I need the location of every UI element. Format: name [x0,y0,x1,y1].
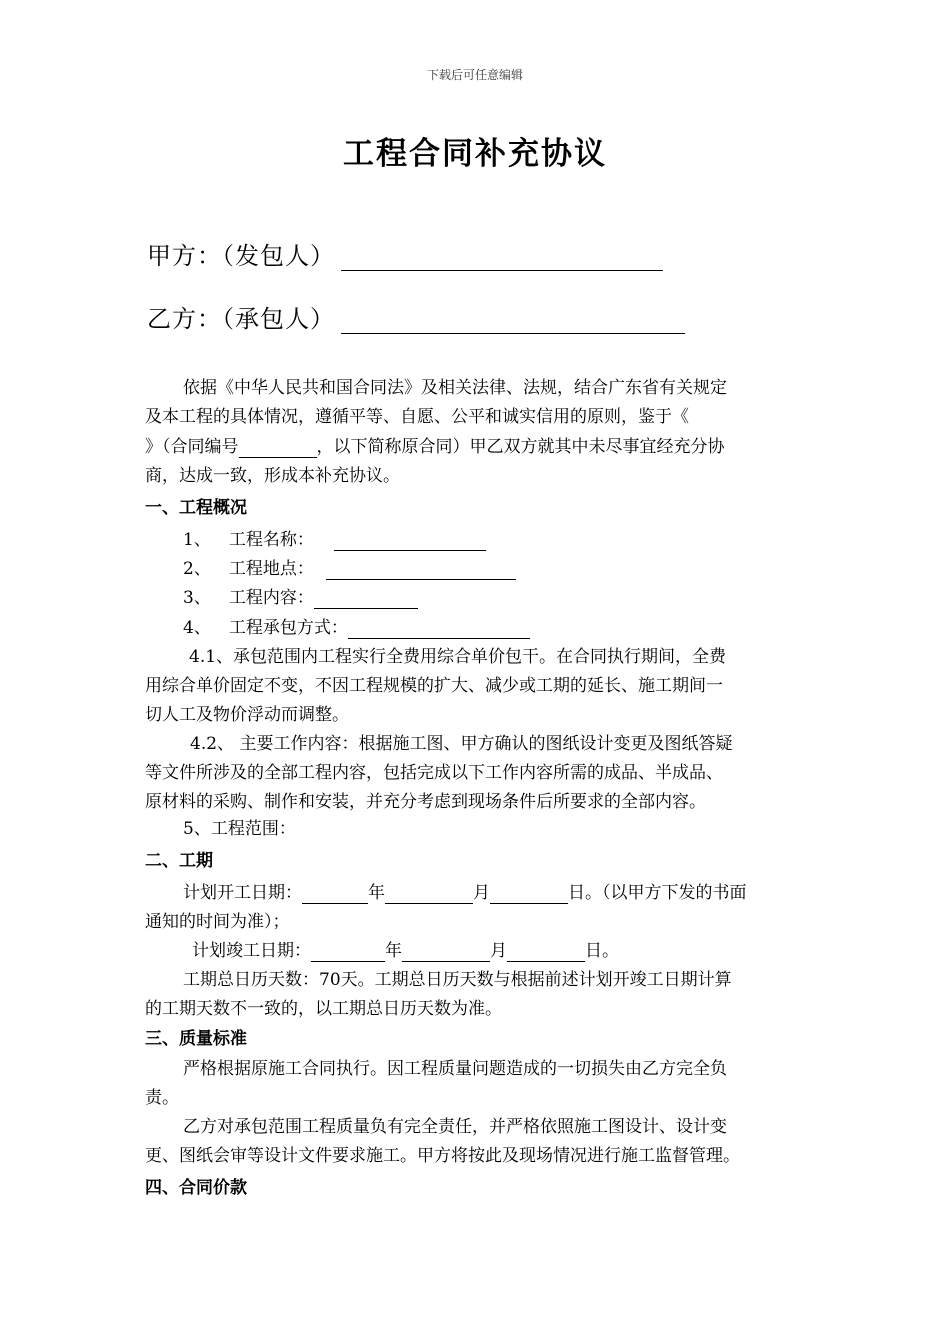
planned-start-label: 计划开工日期： [183,883,302,903]
intro-text-3a: 》（合同编号 [145,437,239,457]
clause-4-2-line-3: 原材料的采购、制作和安装，并充分考虑到现场条件后所要求的全部内容。 [145,792,706,812]
start-month-blank [385,885,473,904]
clause-4-1-line-3: 切人工及物价浮动而调整。 [145,705,349,725]
section-4-heading: 四、合同价款 [145,1178,247,1198]
party-b-label: 乙方：（承包人） [147,305,335,333]
project-name-label: 工程名称： [228,530,314,550]
intro-line-3 [145,436,725,458]
intro-line-1: 依据《中华人民共和国合同法》及相关法律、法规，结合广东省有关规定 [183,378,727,398]
quality-p2-line-2: 更、图纸会审等设计文件要求施工。甲方将按此及现场情况进行施工监督管理。 [145,1146,740,1166]
end-year-blank [311,943,385,962]
project-scope-line: 5、工程范围： [183,819,296,839]
section-1-heading: 一、工程概况 [145,498,247,518]
project-name-line [183,529,486,551]
intro-text-3b: ，以下简称原合同）甲乙双方就其中未尽事宜经充分协 [316,437,725,457]
start-year-unit: 年 [368,883,385,903]
project-location-label: 工程地点： [228,559,314,579]
planned-end-label: 计划竣工日期： [192,941,311,961]
item-1-number: 1、 [183,530,211,550]
start-note-line-2: 通知的时间为准）； [145,912,290,932]
planned-end-line [192,940,619,962]
quality-p1-line-1: 严格根据原施工合同执行。因工程质量问题造成的一切损失由乙方完全负 [183,1059,727,1079]
contract-method-label: 工程承包方式： [228,618,348,638]
contract-method-line [183,617,530,639]
section-3-heading: 三、质量标准 [145,1029,247,1049]
header-note: 下载后可任意编辑 [426,68,523,82]
item-4-number: 4、 [183,618,211,638]
project-content-blank [314,590,418,609]
document-title: 工程合同补充协议 [343,136,607,172]
party-a-blank [341,244,663,271]
item-3-number: 3、 [183,588,211,608]
contract-method-blank [348,620,530,639]
contract-number-blank [239,439,317,458]
project-content-label: 工程内容： [228,588,314,608]
start-month-unit: 月 [473,883,490,903]
party-a-line [147,236,663,271]
clause-4-1-line-1: 4.1、承包范围内工程实行全费用综合单价包干。在合同执行期间，全费 [189,647,727,667]
party-b-line [147,299,685,334]
project-content-line [183,587,418,609]
quality-p1-line-2: 责。 [145,1088,179,1108]
intro-line-4: 商，达成一致，形成本补充协议。 [145,466,400,486]
clause-4-1-line-2: 用综合单价固定不变，不因工程规模的扩大、减少或工期的延长、施工期间一 [145,676,723,696]
clause-4-2-line-2: 等文件所涉及的全部工程内容，包括完成以下工作内容所需的成品、半成品、 [145,763,723,783]
quality-p2-line-1: 乙方对承包范围工程质量负有完全责任，并严格依照施工图设计、设计变 [183,1117,727,1137]
project-name-blank [334,532,486,551]
clause-4-2-line-1: 4.2、 主要工作内容：根据施工图、甲方确认的图纸设计变更及图纸答疑 [190,734,733,754]
party-b-blank [341,307,685,334]
planned-start-line [183,882,747,904]
section-2-heading: 二、工期 [145,851,213,871]
party-a-label: 甲方：（发包人） [147,242,335,270]
start-day-blank [490,885,568,904]
start-note: （以甲方下发的书面 [602,883,747,903]
total-days-line-1: 工期总日历天数：70天。工期总日历天数与根据前述计划开竣工日期计算 [183,970,732,990]
start-day-unit: 日。 [568,883,602,903]
end-day-blank [507,943,585,962]
item-2-number: 2、 [183,559,211,579]
total-days-line-2: 的工期天数不一致的，以工期总日历天数为准。 [145,999,502,1019]
end-year-unit: 年 [385,941,402,961]
project-location-blank [326,561,516,580]
end-month-unit: 月 [490,941,507,961]
intro-line-2: 及本工程的具体情况，遵循平等、自愿、公平和诚实信用的原则，鉴于《 [145,407,689,427]
end-month-blank [402,943,490,962]
project-location-line [183,558,516,580]
start-year-blank [302,885,368,904]
end-day-unit: 日。 [585,941,619,961]
